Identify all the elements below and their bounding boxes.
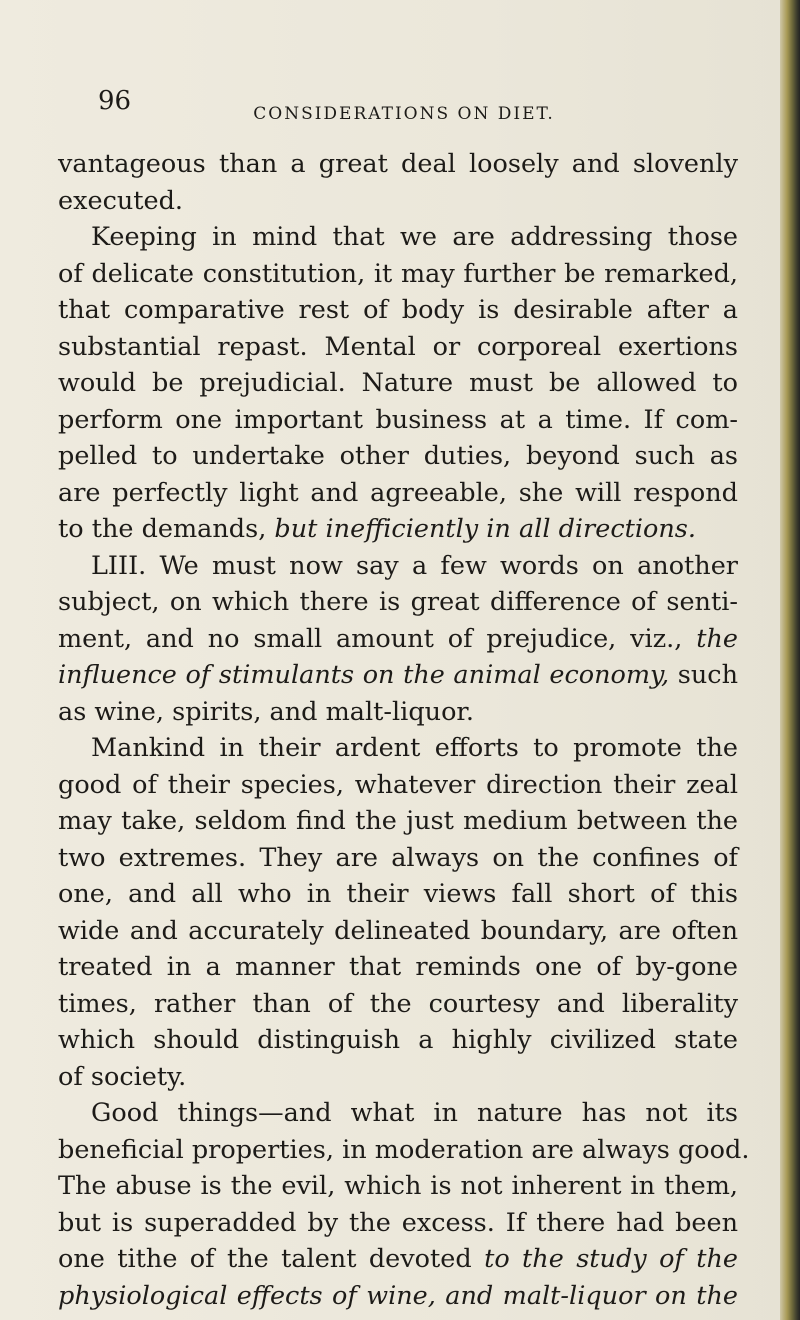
- text-line: may take, seldom find the just medium between the: [58, 806, 738, 836]
- section-number: LIII.: [91, 550, 147, 581]
- text-line: substantial repast. Mental or corporeal exertions: [58, 331, 738, 362]
- text-line: but is superadded by the excess. If there had been: [58, 1207, 738, 1238]
- text-line: Keeping in mind that we are addressing those: [91, 222, 738, 252]
- body-text: [58, 146, 750, 1314]
- italic-text-run: but inefficiently in all directions.: [274, 514, 696, 544]
- running-head: CONSIDERATIONS ON DIET.: [253, 104, 555, 124]
- text-line: [58, 657, 738, 694]
- text-line: one, and all who in their views fall short of this: [58, 879, 738, 909]
- text-run: to the demands,: [58, 514, 275, 544]
- italic-text-run: influence of stimulants on the animal economy,: [58, 660, 670, 690]
- text-line: beneficial properties, in moderation are always good.: [58, 1134, 750, 1165]
- text-line: as wine, spirits, and malt-liquor.: [58, 696, 474, 727]
- text-line: Good things—and what in nature has not its: [91, 1098, 738, 1128]
- text-run: one tithe of the talent devoted: [58, 1244, 485, 1274]
- text-line: vantageous than a great deal loosely and slovenly: [58, 149, 738, 179]
- italic-text-run: to the study of the: [484, 1244, 738, 1274]
- text-line: would be prejudicial. Nature must be allowed to: [58, 368, 738, 398]
- text-line: [58, 1241, 738, 1278]
- text-line: are perfectly light and agreeable, she will respond: [58, 477, 738, 508]
- text-line: of society.: [58, 1061, 187, 1092]
- text-line: subject, on which there is great difference of senti-: [58, 587, 738, 617]
- text-line: perform one important business at a time. If com-: [58, 404, 738, 435]
- book-binding-edge: [780, 0, 800, 1320]
- text-run: We must now say a few words on another: [146, 550, 738, 581]
- text-line: that comparative rest of body is desirable after a: [58, 295, 738, 325]
- text-line: The abuse is the evil, which is not inherent in them,: [58, 1171, 738, 1201]
- text-line: Mankind in their ardent efforts to promote the: [91, 733, 738, 763]
- italic-text-run: the: [696, 623, 738, 654]
- italic-text-run: physiological effects of wine, and malt-liquor on the: [58, 1280, 738, 1311]
- text-line: [58, 621, 738, 658]
- text-line: wide and accurately delineated boundary, are often: [58, 915, 738, 946]
- text-line: executed.: [58, 185, 184, 216]
- page-number: 96: [98, 86, 132, 116]
- text-line: [58, 1278, 738, 1315]
- text-line: [58, 548, 738, 585]
- text-line: times, rather than of the courtesy and liberality: [58, 988, 738, 1019]
- text-line: which should distinguish a highly civilized state: [58, 1025, 738, 1055]
- text-line: treated in a manner that reminds one of by-gone: [58, 952, 738, 982]
- text-line: pelled to undertake other duties, beyond such as: [58, 441, 738, 471]
- text-run: such: [669, 660, 738, 690]
- text-line: good of their species, whatever direction their zeal: [58, 769, 738, 800]
- text-run: ment, and no small amount of prejudice, viz.,: [58, 623, 697, 654]
- text-line: [58, 511, 738, 548]
- text-line: two extremes. They are always on the confines of: [58, 842, 738, 873]
- text-line: of delicate constitution, it may further be remarked,: [58, 258, 738, 289]
